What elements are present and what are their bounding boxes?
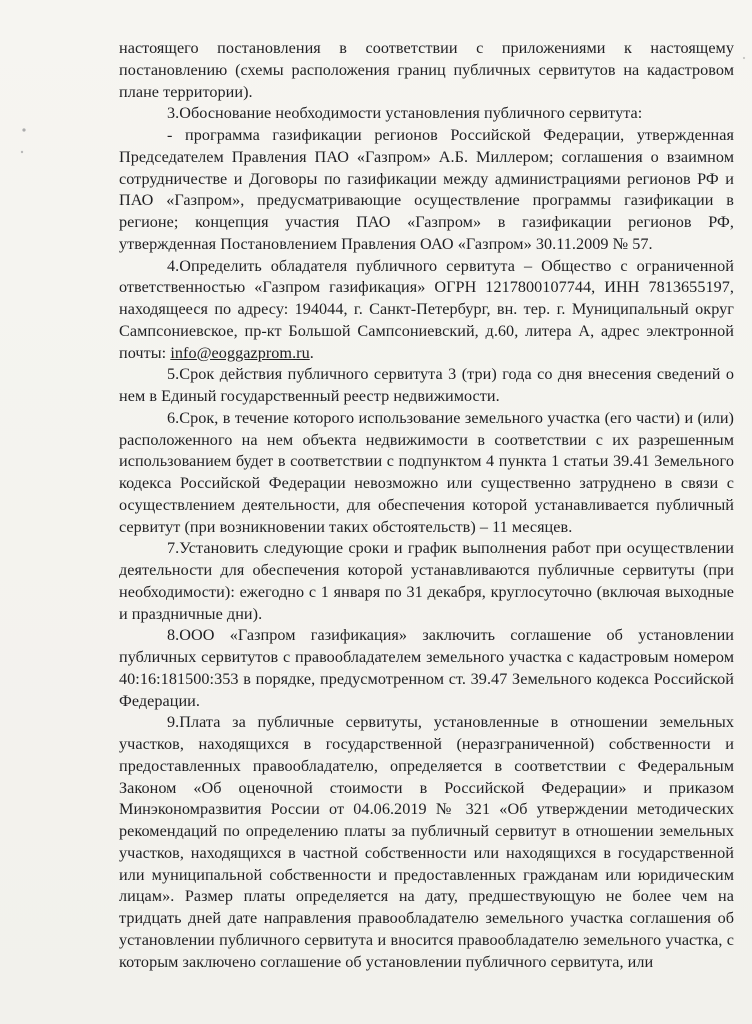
email-link[interactable]: info@eoggazprom.ru	[170, 343, 310, 362]
paragraph-3-justification: - программа газификации регионов Российской Федерации, утвержденная Председателем Правления ПАО «Газпром» А.Б. Миллером; соглашения о взаимном сотрудничестве и Договоры по газификации между администрациями регионов РФ и ПАО «Газпром», предусматривающие осуществление программы газификации в регионе; концепция участия ПАО «Газпром» в газификации регионов РФ, утвержденная Постановлением Правления ОАО «Газпром» 30.11.2009 № 57.	[119, 126, 734, 253]
paragraph-4-end: .	[309, 343, 314, 362]
paragraph-9-payment: 9.Плата за публичные сервитуты, установленные в отношении земельных участков, находящихся в государственной (неразграниченной) собственности и предоставленных правообладателю, определяется в соответствии с Федеральным Законом «Об оценочной стоимости в Российской Федерации» и приказом Минэкономразвития России от 04.06.2019 № 321 «Об утверждении методических рекомендаций по определению платы за публичный сервитут в отношении земельных участков, находящихся в частной собственности или находящихся в государственной или муниципальной собственности и предоставленных гражданам или юридическим лицам». Размер платы определяется на дату, предшествующую не более чем на тридцать дней дате направления правообладателю земельного участка соглашения об установлении публичного сервитута и вносится правообладателю земельного участка, с которым заключено соглашение об установлении публичного сервитута, или	[119, 713, 734, 971]
paragraph-4-holder	[119, 256, 734, 365]
document-body	[119, 38, 734, 973]
paragraph-4-text: 4.Определить обладателя публичного сервитута – Общество с ограниченной ответственностью «Газпром газификация» ОГРН 1217800107744, ИНН 7813655197, находящееся по адресу: 194044, г. Санкт-Петербург, вн. тер. г. Муниципальный округ Сампсониевское, пр-кт Большой Сампсониевский, д.60, литера А, адрес электронной почты:	[119, 256, 734, 362]
paragraph-continuation: настоящего постановления в соответствии с приложениями к настоящему постановлению (схемы расположения границ публичных сервитутов на кадастровом плане территории).	[119, 39, 734, 101]
paragraph-6-period: 6.Срок, в течение которого использование земельного участка (его части) и (или) расположенного на нем объекта недвижимости в соответствии с их разрешенным использованием будет в соответствии с подпунктом 4 пункта 1 статьи 39.41 Земельного кодекса Российской Федерации невозможно или существенно затруднено в связи с осуществлением деятельности, для обеспечения которой устанавливается публичный сервитут (при возникновении таких обстоятельств) – 11 месяцев.	[119, 408, 734, 536]
paragraph-5-term: 5.Срок действия публичного сервитута 3 (три) года со дня внесения сведений о нем в Единый государственный реестр недвижимости.	[119, 365, 734, 405]
paragraph-3-heading: 3.Обоснование необходимости установления публичного сервитута:	[167, 104, 643, 123]
paragraph-7-schedule: 7.Установить следующие сроки и график выполнения работ при осуществлении деятельности для обеспечения которой устанавливаются публичные сервитуты (при необходимости): ежегодно с 1 января по 31 декабря, круглосуточно (включая выходные и праздничные дни).	[119, 539, 734, 623]
paragraph-8-agreement: 8.ООО «Газпром газификация» заключить соглашение об установлении публичных сервитутов с правообладателем земельного участка с кадастровым номером 40:16:181500:353 в порядке, предусмотренном ст. 39.47 Земельного кодекса Российской Федерации.	[119, 626, 734, 710]
